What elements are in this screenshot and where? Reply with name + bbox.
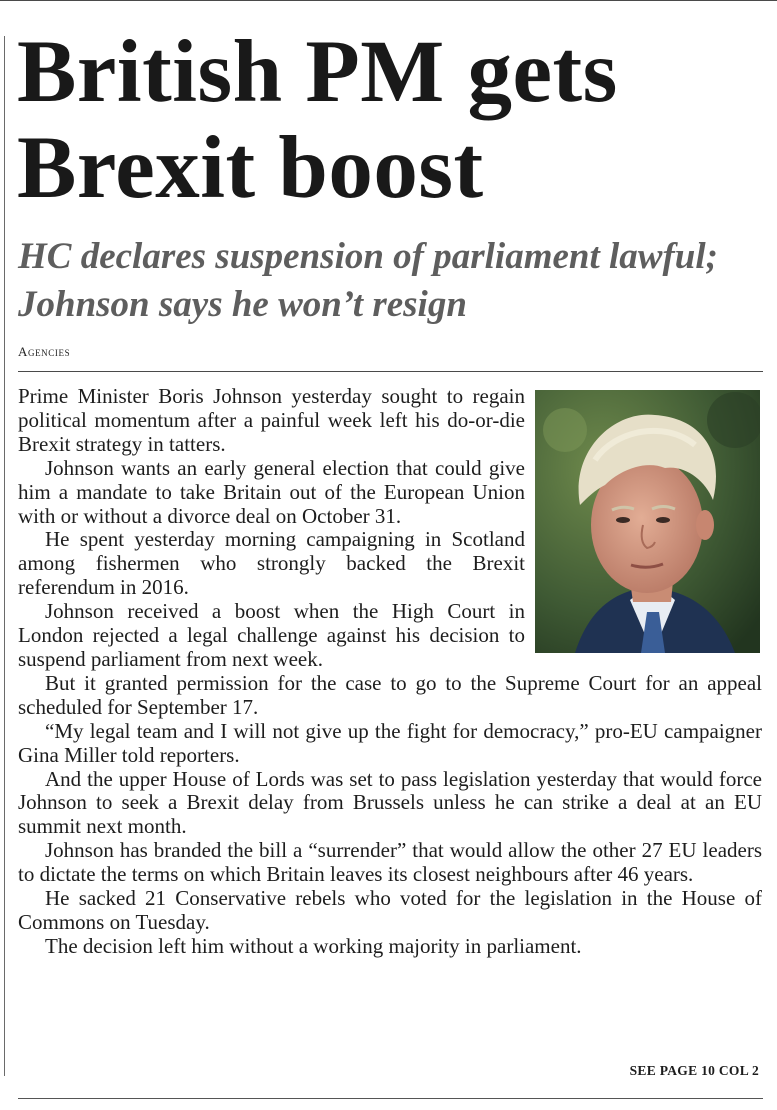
headline: British PM gets Brexit boost	[17, 23, 618, 217]
byline: Agencies	[18, 344, 71, 359]
continuation-line: SEE PAGE 10 COL 2	[629, 1063, 759, 1078]
paragraph: And the upper House of Lords was set to pass legislation yesterday that would force Johnson to seek a Brexit delay from Brussels unless he can strike a deal at an EU summit next month.	[18, 766, 762, 839]
byline-rule	[18, 371, 763, 372]
subheadline: HC declares suspension of parliament lawful; Johnson says he won’t resign	[18, 236, 718, 325]
paragraph: Prime Minister Boris Johnson yesterday sought to regain political momentum after a painful week left his do-or-die Brexit strategy in tatters.	[18, 384, 525, 456]
bottom-rule	[18, 1098, 763, 1099]
paragraph: The decision left him without a working majority in parliament.	[45, 933, 582, 958]
top-rule	[0, 0, 777, 5]
paragraph: Johnson has branded the bill a “surrender” that would allow the other 27 EU leaders to dictate the terms on which Britain leaves its closest neighbours after 46 years.	[18, 838, 762, 887]
paragraph: “My legal team and I will not give up the fight for democracy,” pro-EU campaigner Gina Miller told reporters.	[18, 718, 762, 767]
article-body	[18, 385, 762, 959]
left-column-rule	[4, 36, 5, 1076]
paragraph: Johnson wants an early general election that could give him a mandate to take Britain out of the European Union with or without a divorce deal on October 31.	[18, 455, 525, 528]
paragraph: But it granted permission for the case to go to the Supreme Court for an appeal scheduled for September 17.	[18, 670, 762, 719]
photo-wrap-spacer	[525, 385, 762, 663]
paragraph: Johnson received a boost when the High Court in London rejected a legal challenge against his decision to suspend parliament from next week.	[18, 599, 525, 671]
paragraph: He sacked 21 Conservative rebels who voted for the legislation in the House of Commons on Tuesday.	[18, 886, 762, 934]
paragraph: He spent yesterday morning campaigning in Scotland among fishermen who strongly backed the Brexit referendum in 2016.	[18, 527, 525, 600]
